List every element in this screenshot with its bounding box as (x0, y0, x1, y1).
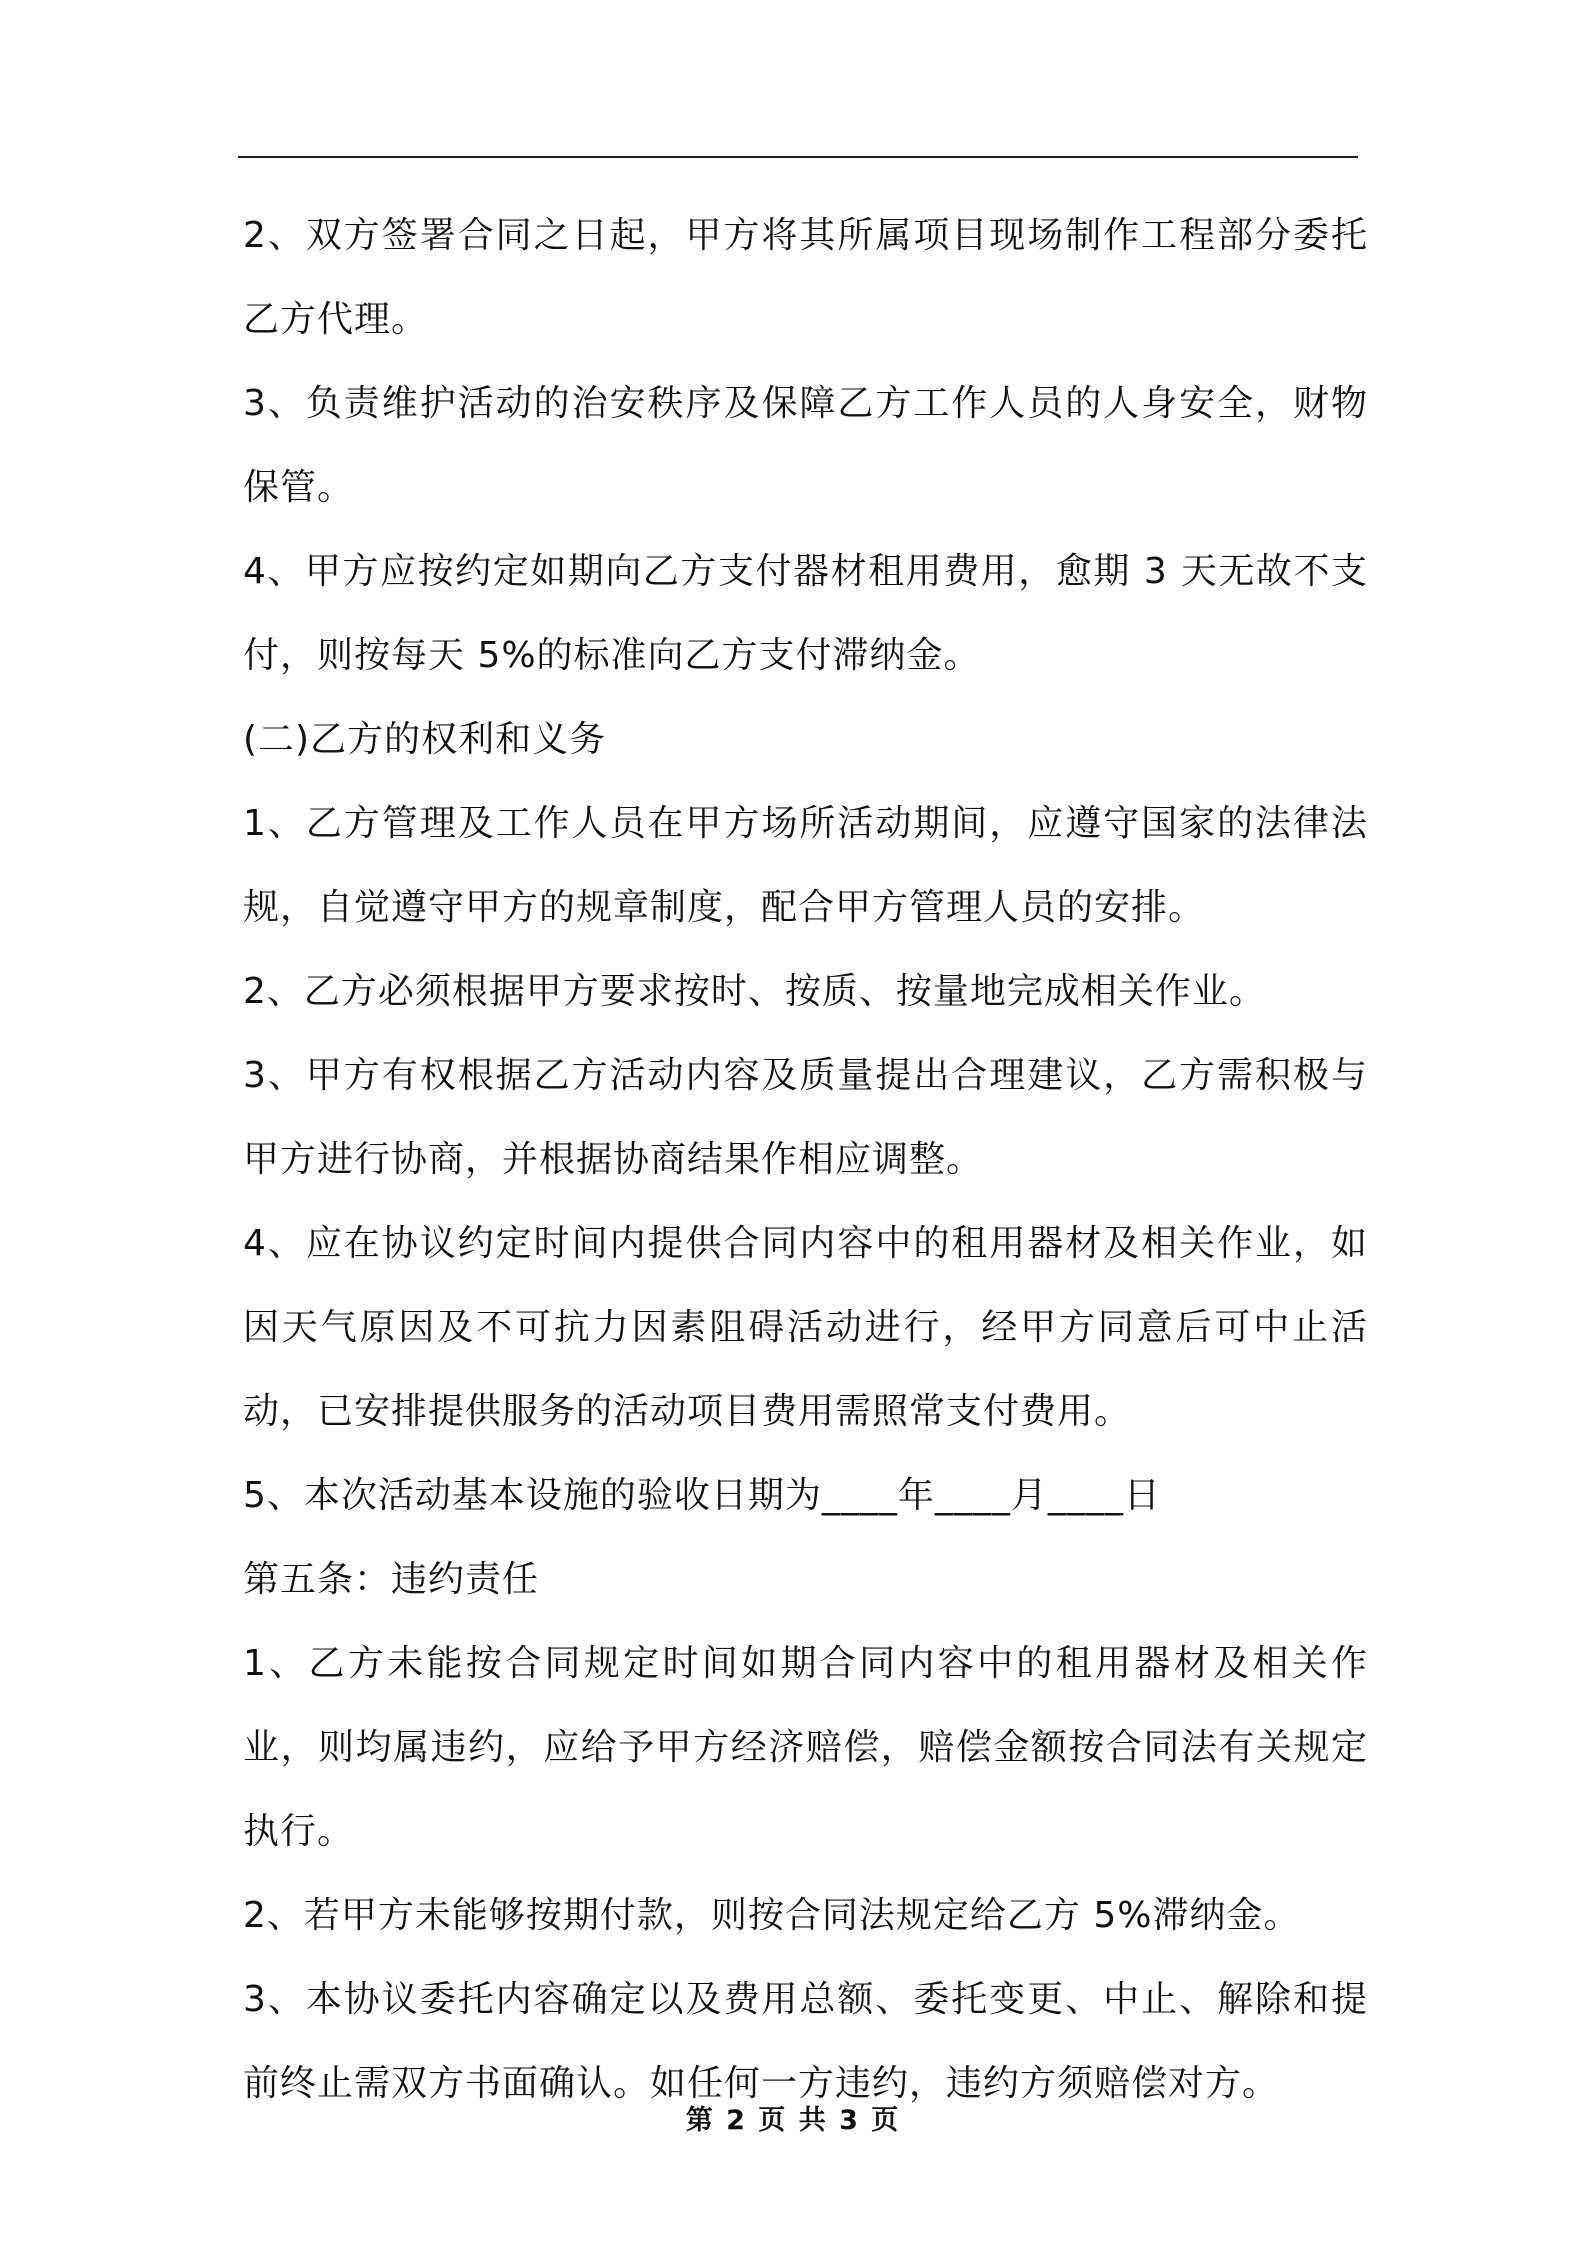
paragraph: 1、乙方未能按合同规定时间如期合同内容中的租用器材及相关作业，则均属违约，应给予甲方经济赔偿，赔偿金额按合同法有关规定执行。 (243, 1643, 1368, 1852)
paragraph: 3、本协议委托内容确定以及费用总额、委托变更、中止、解除和提前终止需双方书面确认。如任何一方违约，违约方须赔偿对方。 (243, 1979, 1368, 2104)
contract-body (243, 194, 1368, 2126)
article-heading: 第五条：违约责任 (243, 1559, 540, 1600)
paragraph: 3、甲方有权根据乙方活动内容及质量提出合理建议，乙方需积极与甲方进行协商，并根据协商结果作相应调整。 (243, 1055, 1368, 1180)
paragraph: 3、负责维护活动的治安秩序及保障乙方工作人员的人身安全，财物保管。 (243, 383, 1368, 508)
paragraph: 5、本次活动基本设施的验收日期为____年____月____日 (243, 1475, 1161, 1516)
paragraph: 2、双方签署合同之日起，甲方将其所属项目现场制作工程部分委托乙方代理。 (243, 215, 1368, 340)
section-heading: (二)乙方的权利和义务 (243, 719, 607, 760)
header-rule (238, 156, 1358, 158)
paragraph: 1、乙方管理及工作人员在甲方场所活动期间，应遵守国家的法律法规，自觉遵守甲方的规章制度，配合甲方管理人员的安排。 (243, 803, 1368, 928)
page-number-footer: 第 2 页 共 3 页 (685, 2105, 901, 2136)
paragraph: 2、乙方必须根据甲方要求按时、按质、按量地完成相关作业。 (243, 971, 1266, 1012)
paragraph: 2、若甲方未能够按期付款，则按合同法规定给乙方 5%滞纳金。 (243, 1895, 1301, 1936)
paragraph: 4、甲方应按约定如期向乙方支付器材租用费用，愈期 3 天无故不支付，则按每天 5%的标准向乙方支付滞纳金。 (243, 551, 1368, 676)
paragraph: 4、应在协议约定时间内提供合同内容中的租用器材及相关作业，如因天气原因及不可抗力因素阻碍活动进行，经甲方同意后可中止活动，已安排提供服务的活动项目费用需照常支付费用。 (243, 1223, 1368, 1432)
